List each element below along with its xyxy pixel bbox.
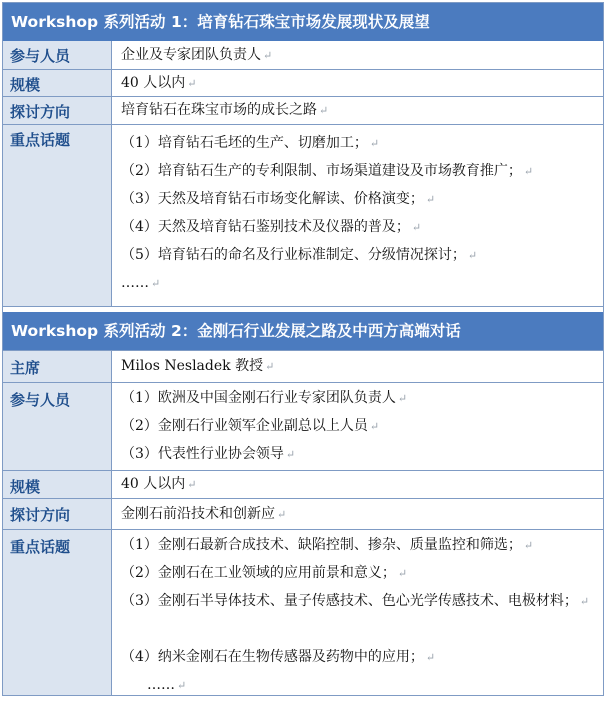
- direction-label: 探讨方向: [3, 97, 112, 124]
- chair-text: Milos Nesladek 教授: [121, 358, 264, 374]
- return-mark-icon: ↵: [277, 508, 287, 521]
- scale-value: [113, 471, 603, 498]
- return-mark-icon: ↵: [263, 49, 273, 62]
- workshop2-direction-row: [3, 499, 603, 530]
- return-mark-icon: ↵: [151, 277, 161, 290]
- list-item: （5）培育钻石的命名及行业标准制定、分级情况探讨； ↵: [121, 247, 478, 263]
- return-mark-icon: ↵: [397, 392, 408, 405]
- workshop2-chair-row: [3, 350, 603, 383]
- scale-label: 规模: [3, 70, 112, 96]
- chair-value: [113, 351, 603, 382]
- list-item: （4）天然及培育钻石鉴别技术及仪器的普及； ↵: [121, 219, 422, 235]
- return-mark-icon: ↵: [369, 420, 380, 433]
- scale-label: 规模: [3, 471, 112, 498]
- list-item: …… ↵: [121, 275, 161, 291]
- return-mark-icon: ↵: [265, 360, 275, 373]
- list-item: （4）纳米金刚石在生物传感器及药物中的应用； ↵: [121, 649, 436, 665]
- direction-value: [113, 499, 603, 529]
- participants-text: 企业及专家团队负责人: [121, 47, 261, 63]
- list-item: （3）代表性行业协会领导 ↵: [121, 446, 296, 462]
- list-item: …… ↵: [147, 677, 187, 693]
- return-mark-icon: ↵: [369, 137, 380, 150]
- workshop1-direction-row: [3, 97, 603, 125]
- return-mark-icon: ↵: [411, 221, 422, 234]
- workshop1-topics-row: [3, 125, 603, 307]
- topics-list: [113, 530, 603, 695]
- list-item: （3）金刚石半导体技术、量子传感技术、色心光学传感技术、电极材料； ↵: [121, 593, 590, 609]
- return-mark-icon: ↵: [187, 77, 197, 90]
- list-item: （2）金刚石在工业领域的应用前景和意义； ↵: [121, 565, 408, 581]
- workshop1-participants-row: [3, 41, 603, 70]
- topics-label: 重点话题: [3, 125, 112, 306]
- return-mark-icon: ↵: [579, 595, 590, 608]
- topics-list: [113, 125, 603, 306]
- workshop2-participants-row: [3, 383, 603, 471]
- workshop2-topics-row: [3, 530, 603, 695]
- chair-label: 主席: [3, 351, 112, 382]
- workshop1-title: Workshop 系列活动 1：培育钻石珠宝市场发展现状及展望: [3, 3, 603, 41]
- scale-text: 40 人以内: [121, 476, 186, 492]
- return-mark-icon: ↵: [523, 539, 534, 552]
- direction-value: [113, 97, 603, 124]
- return-mark-icon: ↵: [425, 193, 436, 206]
- list-item: （3）天然及培育钻石市场变化解读、价格演变； ↵: [121, 191, 436, 207]
- workshop1-scale-row: [3, 70, 603, 97]
- return-mark-icon: ↵: [425, 651, 436, 664]
- return-mark-icon: ↵: [187, 478, 197, 491]
- return-mark-icon: ↵: [523, 165, 534, 178]
- list-item: （1）金刚石最新合成技术、缺陷控制、掺杂、质量监控和筛选； ↵: [121, 537, 534, 553]
- list-item: （1）欧洲及中国金刚石行业专家团队负责人 ↵: [121, 390, 408, 406]
- workshop2-title: Workshop 系列活动 2：金刚石行业发展之路及中西方高端对话: [3, 312, 603, 350]
- workshop2-scale-row: [3, 471, 603, 499]
- participants-value: [113, 41, 603, 69]
- participants-list: [113, 383, 603, 470]
- scale-value: [113, 70, 603, 96]
- direction-label: 探讨方向: [3, 499, 112, 529]
- direction-text: 培育钻石在珠宝市场的成长之路: [121, 102, 317, 118]
- list-item: （2）金刚石行业领军企业副总以上人员 ↵: [121, 418, 380, 434]
- participants-label: 参与人员: [3, 41, 112, 69]
- return-mark-icon: ↵: [319, 104, 329, 117]
- return-mark-icon: ↵: [467, 249, 478, 262]
- workshop-table: [2, 2, 604, 696]
- participants-label: 参与人员: [3, 383, 112, 470]
- return-mark-icon: ↵: [397, 567, 408, 580]
- return-mark-icon: ↵: [177, 679, 187, 692]
- direction-text: 金刚石前沿技术和创新应: [121, 506, 275, 522]
- topics-label: 重点话题: [3, 530, 112, 695]
- return-mark-icon: ↵: [285, 448, 296, 461]
- scale-text: 40 人以内: [121, 75, 186, 91]
- list-item: （2）培育钻石生产的专利限制、市场渠道建设及市场教育推广； ↵: [121, 163, 534, 179]
- list-item: （1）培育钻石毛坯的生产、切磨加工； ↵: [121, 135, 380, 151]
